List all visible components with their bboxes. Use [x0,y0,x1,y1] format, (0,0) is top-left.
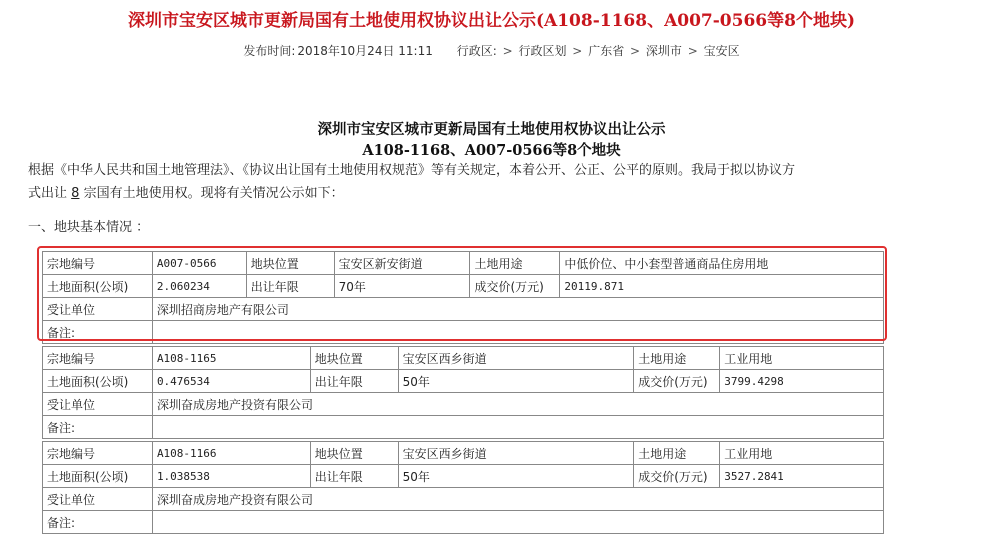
breadcrumb-separator: > [572,44,583,58]
location-cell: 宝安区西乡街道 [398,442,634,465]
region-label: 行政区: [456,44,497,58]
label-cell: 成交价(万元) [634,370,720,393]
label-cell: 备注: [43,511,153,534]
location-cell: 宝安区新安街道 [334,252,470,275]
intro-paragraph [28,159,908,205]
label-cell: 出让年限 [310,370,398,393]
area-cell: 1.038538 [152,465,310,488]
label-cell: 出让年限 [310,465,398,488]
use-cell: 工业用地 [720,442,884,465]
label-cell: 土地用途 [634,347,720,370]
plot-count: 8 [71,186,80,201]
price-cell: 3799.4298 [720,370,884,393]
table-row [43,511,884,534]
label-cell: 宗地编号 [43,347,153,370]
label-cell: 成交价(万元) [470,275,560,298]
label-cell: 土地面积(公顷) [43,465,153,488]
highlight-box [37,246,887,341]
breadcrumb-link-division[interactable]: 行政区划 [518,44,567,58]
breadcrumb-link-province[interactable]: 广东省 [588,44,625,58]
price-cell: 3527.2841 [720,465,884,488]
term-cell: 50年 [398,370,634,393]
plot-no-cell: A108-1166 [152,442,310,465]
meta-line [0,42,983,59]
table-row [43,370,884,393]
table-row [43,393,884,416]
area-cell: 0.476534 [152,370,310,393]
label-cell: 土地用途 [470,252,560,275]
intro-line-1: 根据《中华人民共和国土地管理法》、《协议出让国有土地使用权规范》等有关规定，本着公开、公正、公平的原则。我局于拟以协议方 [28,163,796,178]
remarks-cell [152,511,883,534]
label-cell: 备注: [43,321,153,344]
label-cell: 成交价(万元) [634,465,720,488]
plot-no-cell: A007-0566 [152,252,246,275]
breadcrumb-link-district[interactable]: 宝安区 [703,44,740,58]
table-row [43,488,884,511]
label-cell: 受让单位 [43,393,153,416]
plot-no-cell: A108-1165 [152,347,310,370]
document-subheading: A108-1168、A007-0566等8个地块 [362,142,621,159]
label-cell: 土地面积(公顷) [43,370,153,393]
breadcrumb-link-city[interactable]: 深圳市 [645,44,682,58]
label-cell: 地块位置 [310,442,398,465]
term-cell: 70年 [334,275,470,298]
use-cell: 工业用地 [720,347,884,370]
label-cell: 备注: [43,416,153,439]
publish-time: 2018年10月24日 11:11 [297,44,433,58]
label-cell: 地块位置 [310,347,398,370]
breadcrumb-separator: > [502,44,513,58]
breadcrumb-separator: > [687,44,698,58]
remarks-cell [152,416,883,439]
label-cell: 受让单位 [43,298,153,321]
term-cell: 50年 [398,465,634,488]
use-cell: 中低价位、中小套型普通商品住房用地 [560,252,884,275]
price-cell: 20119.871 [560,275,884,298]
assignee-cell: 深圳奋成房地产投资有限公司 [152,393,883,416]
label-cell: 土地用途 [634,442,720,465]
label-cell: 受让单位 [43,488,153,511]
document-heading: 深圳市宝安区城市更新局国有土地使用权协议出让公示 [317,121,666,138]
table-row [43,442,884,465]
intro-line-2: 式出让 8 宗国有土地使用权。现将有关情况公示如下： [28,186,344,201]
label-cell: 宗地编号 [43,252,153,275]
breadcrumb-separator: > [630,44,641,58]
table-row [43,465,884,488]
label-cell: 宗地编号 [43,442,153,465]
label-cell: 土地面积(公顷) [43,275,153,298]
label-cell: 地块位置 [246,252,334,275]
section-title: 一、地块基本情况 ： [28,220,150,235]
page-title: 深圳市宝安区城市更新局国有土地使用权协议出让公示(A108-1168、A007-0566等8个地块) [127,11,855,31]
area-cell: 2.060234 [152,275,246,298]
plot-table [42,346,884,439]
table-row [43,347,884,370]
location-cell: 宝安区西乡街道 [398,347,634,370]
publish-label: 发布时间: [243,44,296,58]
plot-table [42,441,884,534]
table-row [43,416,884,439]
assignee-cell: 深圳奋成房地产投资有限公司 [152,488,883,511]
assignee-cell: 深圳招商房地产有限公司 [152,298,883,321]
label-cell: 出让年限 [246,275,334,298]
